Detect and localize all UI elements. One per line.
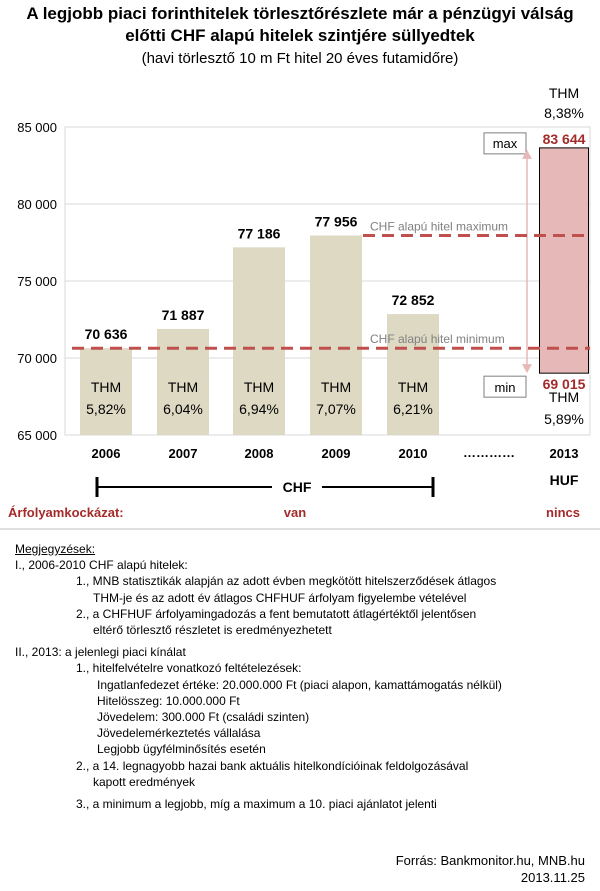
bar-thm-text: THM	[243, 379, 275, 395]
notes-section1-title: I., 2006-2010 CHF alapú hitelek:	[15, 558, 188, 573]
bar-thm-value: 6,94%	[239, 401, 279, 417]
bar-value-label: 72 852	[391, 292, 435, 309]
chart-subtitle: (havi törlesztő 10 m Ft hitel 20 éves futamidőre)	[141, 50, 459, 67]
source-date: 2013.11.25	[520, 870, 585, 885]
chart-title-line2: előtti CHF alapú hitelek szintjére süllyedtek	[125, 26, 475, 45]
bar-thm-value: 6,21%	[393, 401, 433, 417]
notes-s2-sub5: Legjobb ügyfélminősítés esetén	[97, 742, 266, 757]
bar-value-label: 70 636	[84, 326, 128, 343]
bar-thm-text: THM	[397, 379, 429, 395]
notes-s2-item2-line2: kapott eredmények	[93, 774, 196, 789]
notes-s1-item2-line2: eltérő törlesztő részletet is eredményezhetett	[93, 623, 332, 638]
chf-label: CHF	[282, 479, 312, 495]
chart-title-line1: A legjobb piaci forinthitelek törlesztőrészlete már a pénzügyi válság	[26, 4, 574, 23]
y-tick-label: 75 000	[17, 274, 57, 289]
range-thm-max-value: 8,38%	[544, 105, 584, 121]
notes-s2-sub4: Jövedelemérkeztetés vállalása	[97, 726, 261, 741]
x-category-label: 2006	[91, 446, 121, 461]
x-gap-dots: …………	[463, 445, 515, 460]
min-tag-label: min	[494, 380, 516, 396]
range-thm-max-text: THM	[548, 85, 580, 101]
bar-value-label: 77 956	[314, 213, 358, 230]
bar-thm-value: 7,07%	[316, 401, 356, 417]
notes-s2-sub1: Ingatlanfedezet értéke: 20.000.000 Ft (piaci alapon, kamattámogatás nélkül)	[97, 677, 502, 692]
range-min-label: 69 015	[542, 376, 586, 393]
x-category-label: 2008	[244, 446, 274, 461]
range-arrow-head-down	[522, 364, 532, 373]
notes-section	[15, 541, 590, 812]
notes-s2-item1: 1., hitelfelvételre vonatkozó feltételezések:	[76, 661, 302, 676]
x-category-label: 2007	[168, 446, 198, 461]
bar-value-label: 71 887	[161, 306, 205, 323]
notes-s1-item1-line2: THM-je és az adott év átlagos CHFHUF árfolyam figyelembe vételével	[93, 590, 467, 605]
source-block	[396, 852, 585, 886]
source-text: Forrás: Bankmonitor.hu, MNB.hu	[395, 853, 585, 868]
max-tag-label: max	[492, 135, 518, 151]
x-category-label: 2013	[549, 446, 579, 461]
ref-line-min-label: CHF alapú hitel minimum	[370, 332, 505, 347]
risk-label: Árfolyamkockázat:	[8, 505, 124, 520]
bar-thm-value: 6,04%	[163, 401, 203, 417]
x-category-label: 2010	[398, 446, 428, 461]
bar-thm-text: THM	[167, 379, 199, 395]
risk-yes: van	[283, 505, 307, 520]
notes-s2-sub2: Hitelösszeg: 10.000.000 Ft	[97, 693, 240, 708]
x-category-label: 2009	[321, 446, 351, 461]
notes-s1-item1-line1: 1., MNB statisztikák alapján az adott évben megkötött hitelszerződések átlagos	[76, 574, 497, 589]
range-thm-min-text: THM	[548, 389, 580, 405]
bar-thm-text: THM	[90, 379, 122, 395]
y-tick-label: 85 000	[17, 120, 57, 135]
range-thm-min-value: 5,89%	[544, 411, 584, 427]
y-tick-label: 65 000	[17, 428, 57, 443]
notes-s2-item2-line1: 2., a 14. legnagyobb hazai bank aktuális hitelkondícióinak feldolgozásával	[76, 758, 469, 773]
range-bar-2013	[540, 148, 589, 373]
notes-header: Megjegyzések:	[15, 542, 96, 556]
y-tick-label: 70 000	[17, 351, 57, 366]
notes-s1-item2-line1: 2., a CHFHUF árfolyamingadozás a fent bemutatott átlagértéktől jelentősen	[76, 606, 477, 621]
range-max-label: 83 644	[542, 130, 586, 147]
bar-thm-text: THM	[320, 379, 352, 395]
ref-line-max-label: CHF alapú hitel maximum	[370, 219, 509, 234]
huf-label: HUF	[549, 472, 579, 488]
risk-no: nincs	[546, 505, 580, 520]
notes-s2-sub3: Jövedelem: 300.000 Ft (családi szinten)	[97, 710, 310, 725]
bar-thm-value: 5,82%	[86, 401, 126, 417]
bar-value-label: 77 186	[237, 225, 281, 242]
notes-section2-title: II., 2013: a jelenlegi piaci kínálat	[15, 645, 186, 660]
y-tick-label: 80 000	[17, 197, 57, 212]
notes-s2-item3: 3., a minimum a legjobb, míg a maximum a 10. piaci ajánlatot jelenti	[76, 797, 437, 812]
